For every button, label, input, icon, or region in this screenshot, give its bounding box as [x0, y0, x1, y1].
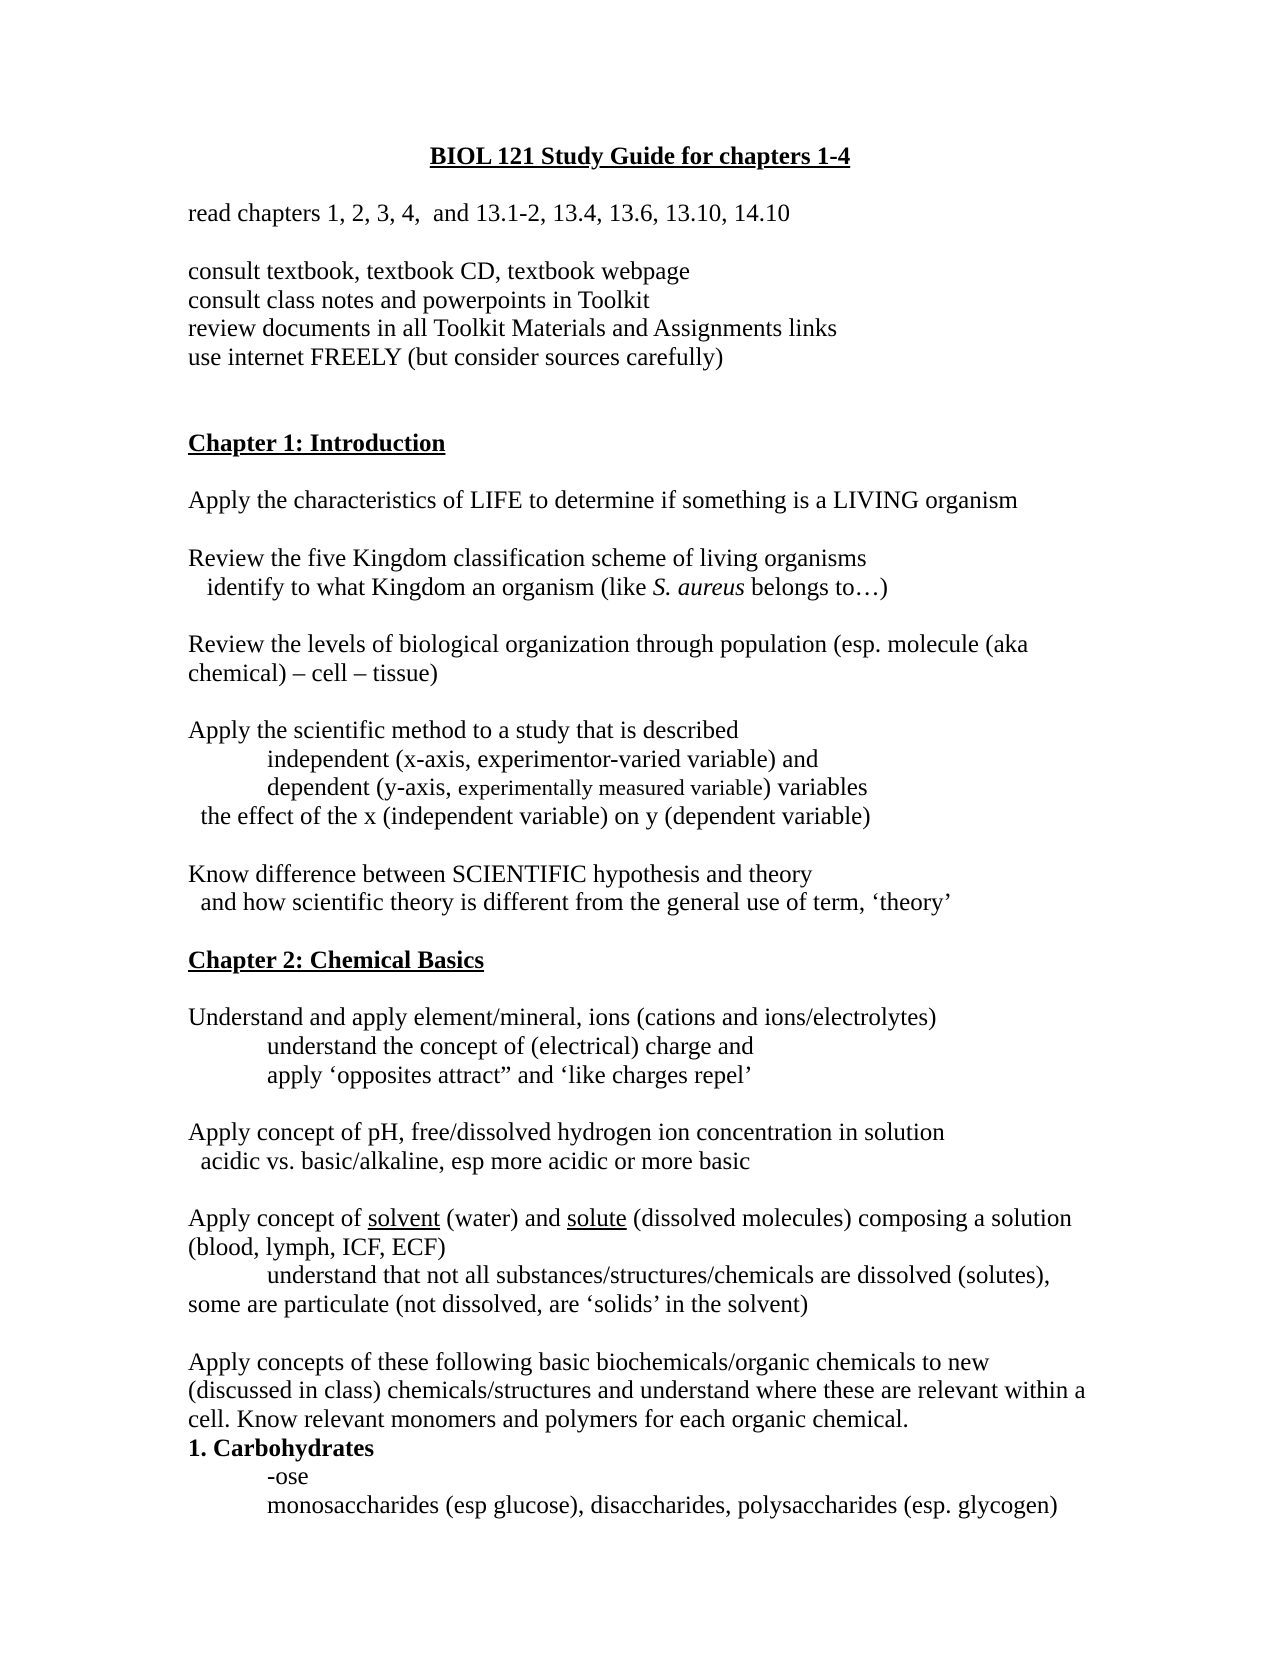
chapter-2-heading-text: Chapter 2: Chemical Basics — [188, 946, 485, 974]
blank-line — [188, 459, 1188, 488]
text-run: belongs to…) — [744, 573, 888, 601]
resources-line — [188, 258, 1188, 287]
text-run: Understand and apply element/mineral, ions (cations and ions/electrolytes) — [188, 1004, 937, 1032]
text-run: consult class notes and powerpoints in Toolkit — [188, 286, 650, 314]
doc-line — [188, 803, 1188, 832]
text-run: Apply the characteristics of LIFE to determine if something is a LIVING organism — [188, 487, 1018, 515]
blank-line — [188, 373, 1188, 402]
text-run: consult textbook, textbook CD, textbook webpage — [188, 257, 691, 285]
text-run: (water) and — [440, 1205, 568, 1233]
text-run: review documents in all Toolkit Materials and Assignments links — [188, 315, 838, 343]
blank-line — [188, 688, 1188, 717]
doc-line — [188, 746, 1188, 775]
blank-line — [188, 975, 1188, 1004]
blank-line — [188, 401, 1188, 430]
text-run: Review the five Kingdom classification scheme of living organisms — [188, 544, 867, 572]
doc-line — [188, 889, 1188, 918]
doc-line — [188, 1349, 1188, 1378]
blank-line — [188, 1090, 1188, 1119]
doc-line — [188, 1492, 1188, 1521]
text-run: Apply concept of — [188, 1205, 368, 1233]
doc-line — [188, 861, 1188, 890]
blank-line — [188, 516, 1188, 545]
text-run: -ose — [267, 1463, 309, 1491]
text-run: understand that not all substances/structures/chemicals are dissolved (solutes), — [267, 1262, 1051, 1290]
document-title-text: BIOL 121 Study Guide for chapters 1-4 — [429, 143, 851, 170]
text-run: some are particulate (not dissolved, are ‘solids’ in the solvent) — [188, 1291, 809, 1319]
text-run: (blood, lymph, ICF, ECF) — [188, 1233, 446, 1261]
text-run: and how scientific theory is different from the general use of term, ‘theory’ — [188, 889, 952, 917]
blank-line — [188, 918, 1188, 947]
doc-line — [188, 717, 1188, 746]
chapter-1-heading — [188, 430, 1188, 459]
reading-list-line — [188, 200, 1188, 229]
blank-line — [188, 229, 1188, 258]
doc-line — [188, 774, 1188, 803]
carbohydrates-heading-text: 1. Carbohydrates — [188, 1434, 375, 1462]
text-run: acidic vs. basic/alkaline, esp more acidic or more basic — [188, 1147, 751, 1175]
blank-line — [188, 832, 1188, 861]
chapter-2-heading — [188, 947, 1188, 976]
text-run: cell. Know relevant monomers and polymers for each organic chemical. — [188, 1405, 909, 1433]
doc-line — [188, 631, 1188, 660]
doc-line — [188, 1119, 1188, 1148]
blank-line — [188, 172, 1188, 201]
doc-line — [188, 1004, 1188, 1033]
doc-line — [188, 660, 1188, 689]
doc-line — [188, 1033, 1188, 1062]
text-run: ) variables — [762, 774, 868, 802]
text-run: Apply the scientific method to a study that is described — [188, 717, 739, 745]
text-run: apply ‘opposites attract” and ‘like charges repel’ — [267, 1061, 753, 1089]
text-run: independent (x-axis, experimentor-varied variable) and — [267, 745, 819, 773]
doc-line — [188, 1377, 1188, 1406]
text-run: (discussed in class) chemicals/structures and understand where these are relevant within a — [188, 1377, 1086, 1405]
text-run: Review the levels of biological organization through population (esp. molecule (aka — [188, 630, 1029, 658]
species-name: S. aureus — [652, 573, 745, 601]
blank-line — [188, 1176, 1188, 1205]
doc-line — [188, 1291, 1188, 1320]
text-run: the effect of the x (independent variable) on y (dependent variable) — [188, 803, 871, 831]
doc-line — [188, 487, 1188, 516]
text-run: Know difference between SCIENTIFIC hypothesis and theory — [188, 860, 813, 888]
doc-line — [188, 1262, 1188, 1291]
text-run: identify to what Kingdom an organism (like — [188, 573, 653, 601]
text-run: experimentally measured variable — [457, 775, 763, 801]
text-run: dependent (y-axis, — [267, 774, 458, 802]
text-run: monosaccharides (esp glucose), disaccharides, polysaccharides (esp. glycogen) — [267, 1492, 1058, 1520]
blank-line — [188, 1320, 1188, 1349]
document-title — [188, 143, 1188, 172]
text-run: understand the concept of (electrical) charge and — [267, 1032, 754, 1060]
text-run: use internet FREELY (but consider sources carefully) — [188, 343, 724, 371]
chapter-1-heading-text: Chapter 1: Introduction — [188, 430, 446, 458]
doc-line — [188, 574, 1188, 603]
text-run: read chapters 1, 2, 3, 4, and 13.1-2, 13.4, 13.6, 13.10, 14.10 — [188, 200, 790, 228]
text-run: Apply concepts of these following basic biochemicals/organic chemicals to new — [188, 1348, 990, 1376]
doc-line — [188, 545, 1188, 574]
resources-line — [188, 315, 1188, 344]
carbohydrates-heading — [188, 1435, 1188, 1464]
solvent-term: solvent — [367, 1205, 441, 1233]
text-run: chemical) – cell – tissue) — [188, 659, 438, 687]
doc-line — [188, 1148, 1188, 1177]
resources-line — [188, 287, 1188, 316]
doc-line — [188, 1205, 1188, 1234]
resources-line — [188, 344, 1188, 373]
blank-line — [188, 602, 1188, 631]
doc-line — [188, 1463, 1188, 1492]
doc-line — [188, 1234, 1188, 1263]
solute-term: solute — [567, 1205, 627, 1233]
doc-line — [188, 1062, 1188, 1091]
text-run: (dissolved molecules) composing a solution — [626, 1205, 1072, 1233]
text-run: Apply concept of pH, free/dissolved hydrogen ion concentration in solution — [188, 1118, 945, 1146]
doc-line — [188, 1406, 1188, 1435]
